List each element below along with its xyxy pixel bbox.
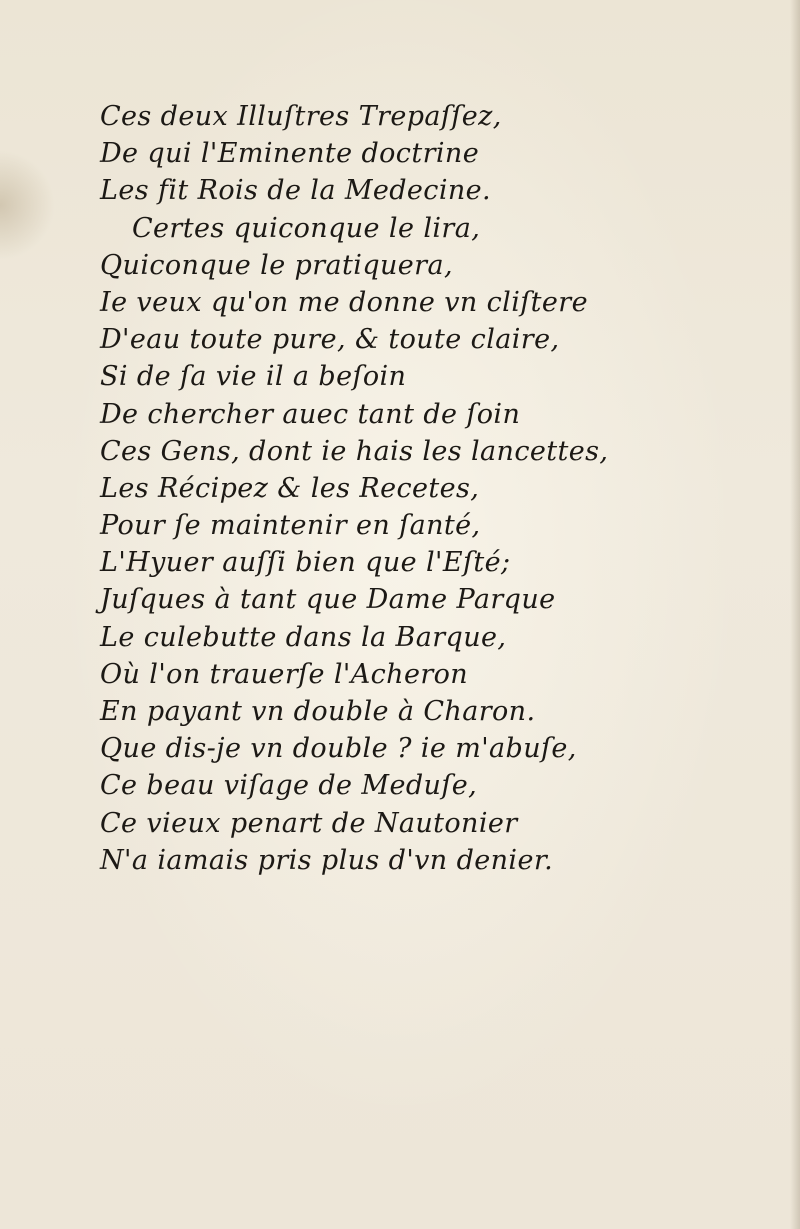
verse-line: En payant vn double à Charon. bbox=[100, 696, 536, 727]
poem-verse bbox=[100, 98, 660, 879]
verse-line: Ces Gens, dont ie hais les lancettes, bbox=[100, 435, 609, 467]
verse-line: Où l'on trauerſe l'Acheron bbox=[100, 658, 469, 690]
verse-line: Les Récipez & les Recetes, bbox=[100, 472, 480, 504]
verse-line: Ce beau viſage de Meduſe, bbox=[100, 770, 478, 802]
verse-line: Quiconque le pratiquera, bbox=[100, 249, 453, 281]
verse-line: Le culebutte dans la Barque, bbox=[100, 621, 507, 653]
verse-line: Que dis-je vn double ? ie m'abuſe, bbox=[100, 733, 577, 765]
verse-line: Ie veux qu'on me donne vn cliſtere bbox=[100, 286, 588, 318]
verse-line: Certes quiconque le lira, bbox=[132, 212, 481, 244]
verse-line: Ce vieux penart de Nautonier bbox=[100, 807, 518, 839]
verse-line: De chercher auec tant de ſoin bbox=[100, 398, 521, 430]
verse-line: Ces deux Illuſtres Trepaſſez, bbox=[100, 101, 502, 132]
verse-line: De qui l'Eminente doctrine bbox=[100, 138, 480, 170]
verse-line: D'eau toute pure, & toute claire, bbox=[100, 324, 560, 356]
verse-line: N'a iamais pris plus d'vn denier. bbox=[100, 844, 554, 876]
page-edge-shadow bbox=[790, 0, 800, 1229]
verse-line: Les fit Rois de la Medecine. bbox=[100, 175, 492, 207]
paper-stain bbox=[0, 150, 55, 260]
verse-line: Pour ſe maintenir en ſanté, bbox=[100, 510, 481, 542]
verse-line: Juſques à tant que Dame Parque bbox=[100, 584, 556, 616]
verse-line: Si de ſa vie il a beſoin bbox=[100, 361, 407, 393]
verse-line: L'Hyuer auſſi bien que l'Eſté; bbox=[100, 547, 511, 579]
